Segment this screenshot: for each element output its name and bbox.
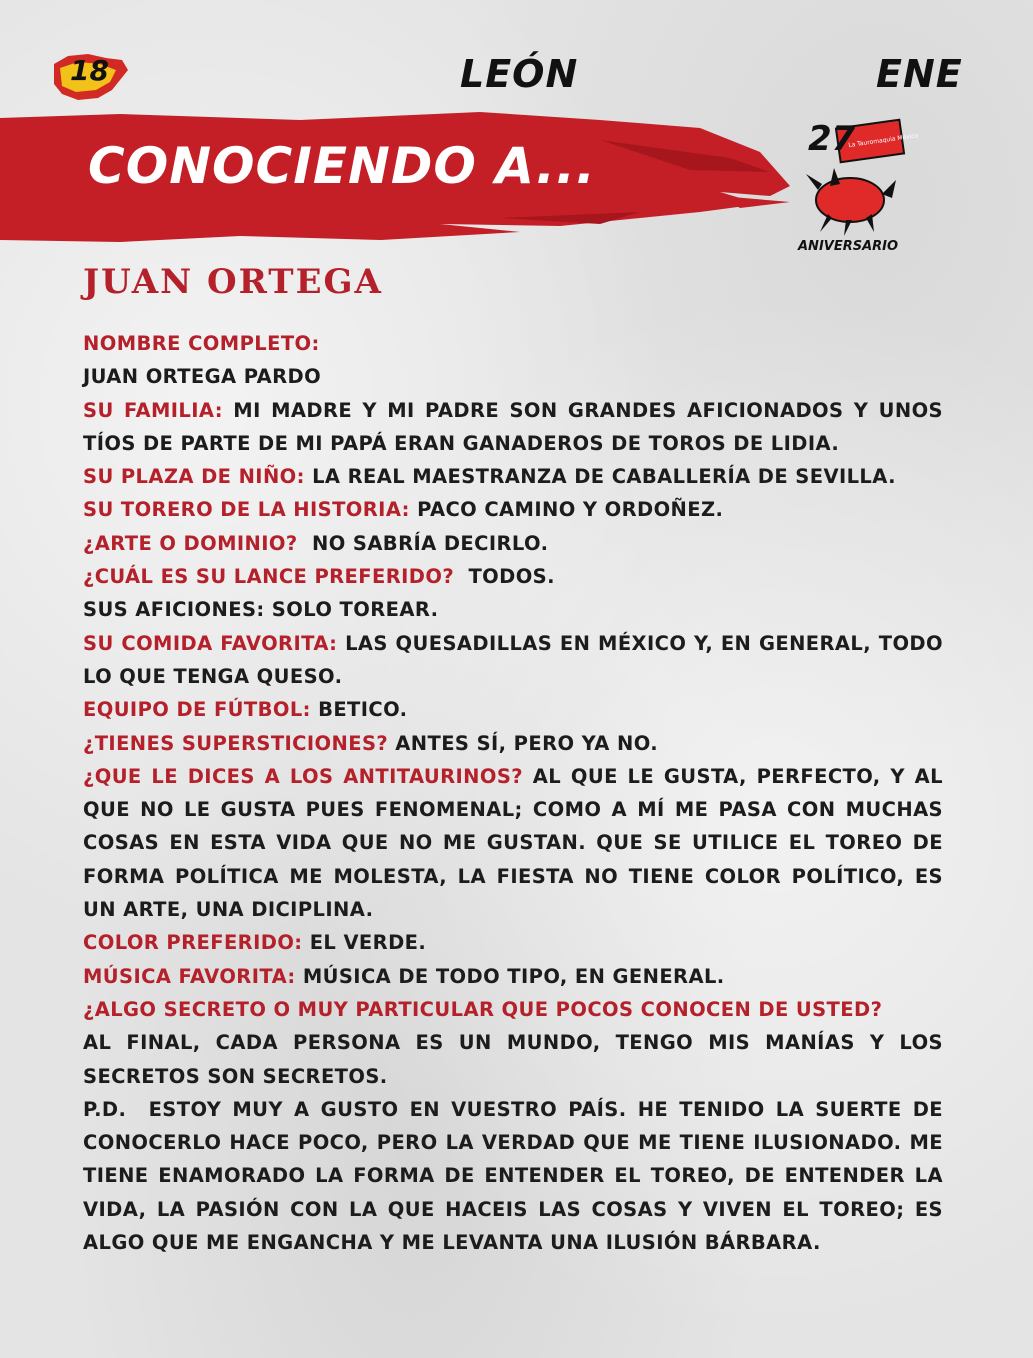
art-or-dominance-label: ¿ARTE O DOMINIO?	[83, 531, 298, 555]
historic-torero-label: SU TORERO DE LA HISTORIA:	[83, 498, 410, 522]
postscript: P.D. ESTOY MUY A GUSTO EN VUESTRO PAÍS. HE TENIDO LA SUERTE DE CONOCERLO HACE POCO, PERO LA VERDAD QUE ME TIENE ILUSIONADO. ME TIENE ENAMORADO LA FORMA DE ENTENDER EL TOREO, DE ENTENDER LA VIDA, LA PASIÓN CON LA QUE HACEIS LAS COSAS Y VIVEN EL TOREO; ES ALGO QUE ME ENGANCHA Y ME LEVANTA UNA ILUSIÓN BÁRBARA.	[83, 1097, 951, 1255]
secret-label: ¿ALGO SECRETO O MUY PARTICULAR QUE POCOS CONOCEN DE USTED?	[83, 997, 883, 1021]
favorite-color-entry	[83, 926, 943, 959]
childhood-plaza-label: SU PLAZA DE NIÑO:	[83, 465, 305, 489]
full-name-value: JUAN ORTEGA PARDO	[83, 365, 322, 389]
family-entry	[83, 394, 943, 461]
historic-torero-entry	[83, 493, 943, 526]
favorite-food-label: SU COMIDA FAVORITA:	[83, 631, 338, 655]
superstitions-entry	[83, 727, 943, 760]
family-label: SU FAMILIA:	[83, 398, 223, 422]
superstitions-label: ¿TIENES SUPERSTICIONES?	[83, 731, 389, 755]
favorite-lance-value: TODOS.	[454, 565, 555, 589]
family-value: MI MADRE Y MI PADRE SON GRANDES AFICIONADOS Y UNOS TÍOS DE PARTE DE MI PAPÁ ERAN GANADEROS DE TOROS DE LIDIA.	[83, 398, 943, 455]
favorite-food-value: LAS QUESADILLAS EN MÉXICO Y, EN GENERAL, TODO LO QUE TENGA QUESO.	[83, 631, 943, 688]
logo-number: 27	[808, 119, 856, 159]
favorite-lance-entry	[83, 560, 943, 593]
logo-caption: ANIVERSARIO	[798, 239, 899, 254]
page-number: 18	[70, 54, 109, 87]
art-or-dominance-entry	[83, 527, 943, 560]
art-or-dominance-value: NO SABRÍA DECIRLO.	[297, 531, 549, 555]
childhood-plaza-value: LA REAL MAESTRANZA DE CABALLERÍA DE SEVILLA.	[304, 465, 896, 489]
logo-flag-text: La Tauromaquia México	[847, 132, 919, 150]
page-number-badge	[48, 50, 130, 102]
banner-title: CONOCIENDO A...	[88, 137, 596, 195]
antitaurinos-label: ¿QUE LE DICES A LOS ANTITAURINOS?	[83, 764, 523, 788]
secret-value: AL FINAL, CADA PERSONA ES UN MUNDO, TENGO MIS MANÍAS Y LOS SECRETOS SON SECRETOS.	[83, 1031, 943, 1088]
header-month: ENE	[876, 52, 963, 96]
football-team-label: EQUIPO DE FÚTBOL:	[83, 698, 311, 722]
favorite-color-value: EL VERDE.	[302, 931, 427, 955]
favorite-music-entry	[83, 960, 943, 993]
profile-body	[83, 327, 951, 1259]
football-team-entry	[83, 693, 943, 726]
favorite-lance-label: ¿CUÁL ES SU LANCE PREFERIDO?	[83, 565, 455, 589]
anniversary-logo	[792, 108, 919, 258]
favorite-music-value: MÚSICA DE TODO TIPO, EN GENERAL.	[295, 964, 725, 988]
childhood-plaza-entry	[83, 460, 943, 493]
superstitions-value: ANTES SÍ, PERO YA NO.	[388, 731, 659, 755]
header-city: LEÓN	[460, 52, 579, 96]
hobbies-entry: SUS AFICIONES: SOLO TOREAR.	[83, 598, 439, 622]
favorite-color-label: COLOR PREFERIDO:	[83, 931, 303, 955]
favorite-food-entry	[83, 627, 943, 694]
antitaurinos-entry	[83, 760, 943, 926]
profile-name: JUAN ORTEGA	[83, 262, 383, 302]
favorite-music-label: MÚSICA FAVORITA:	[83, 964, 296, 988]
historic-torero-value: PACO CAMINO Y ORDOÑEZ.	[409, 498, 724, 522]
football-team-value: BETICO.	[310, 698, 408, 722]
full-name-label: NOMBRE COMPLETO:	[83, 332, 320, 355]
antitaurinos-value: AL QUE LE GUSTA, PERFECTO, Y AL QUE NO LE GUSTA PUES FENOMENAL; COMO A MÍ ME PASA CON MUCHAS COSAS EN ESTA VIDA QUE NO ME GUSTAN. QUE SE UTILICE EL TOREO DE FORMA POLÍTICA ME MOLESTA, LA FIESTA NO TIENE COLOR POLÍTICO, ES UN ARTE, UNA DICIPLINA.	[83, 764, 943, 922]
